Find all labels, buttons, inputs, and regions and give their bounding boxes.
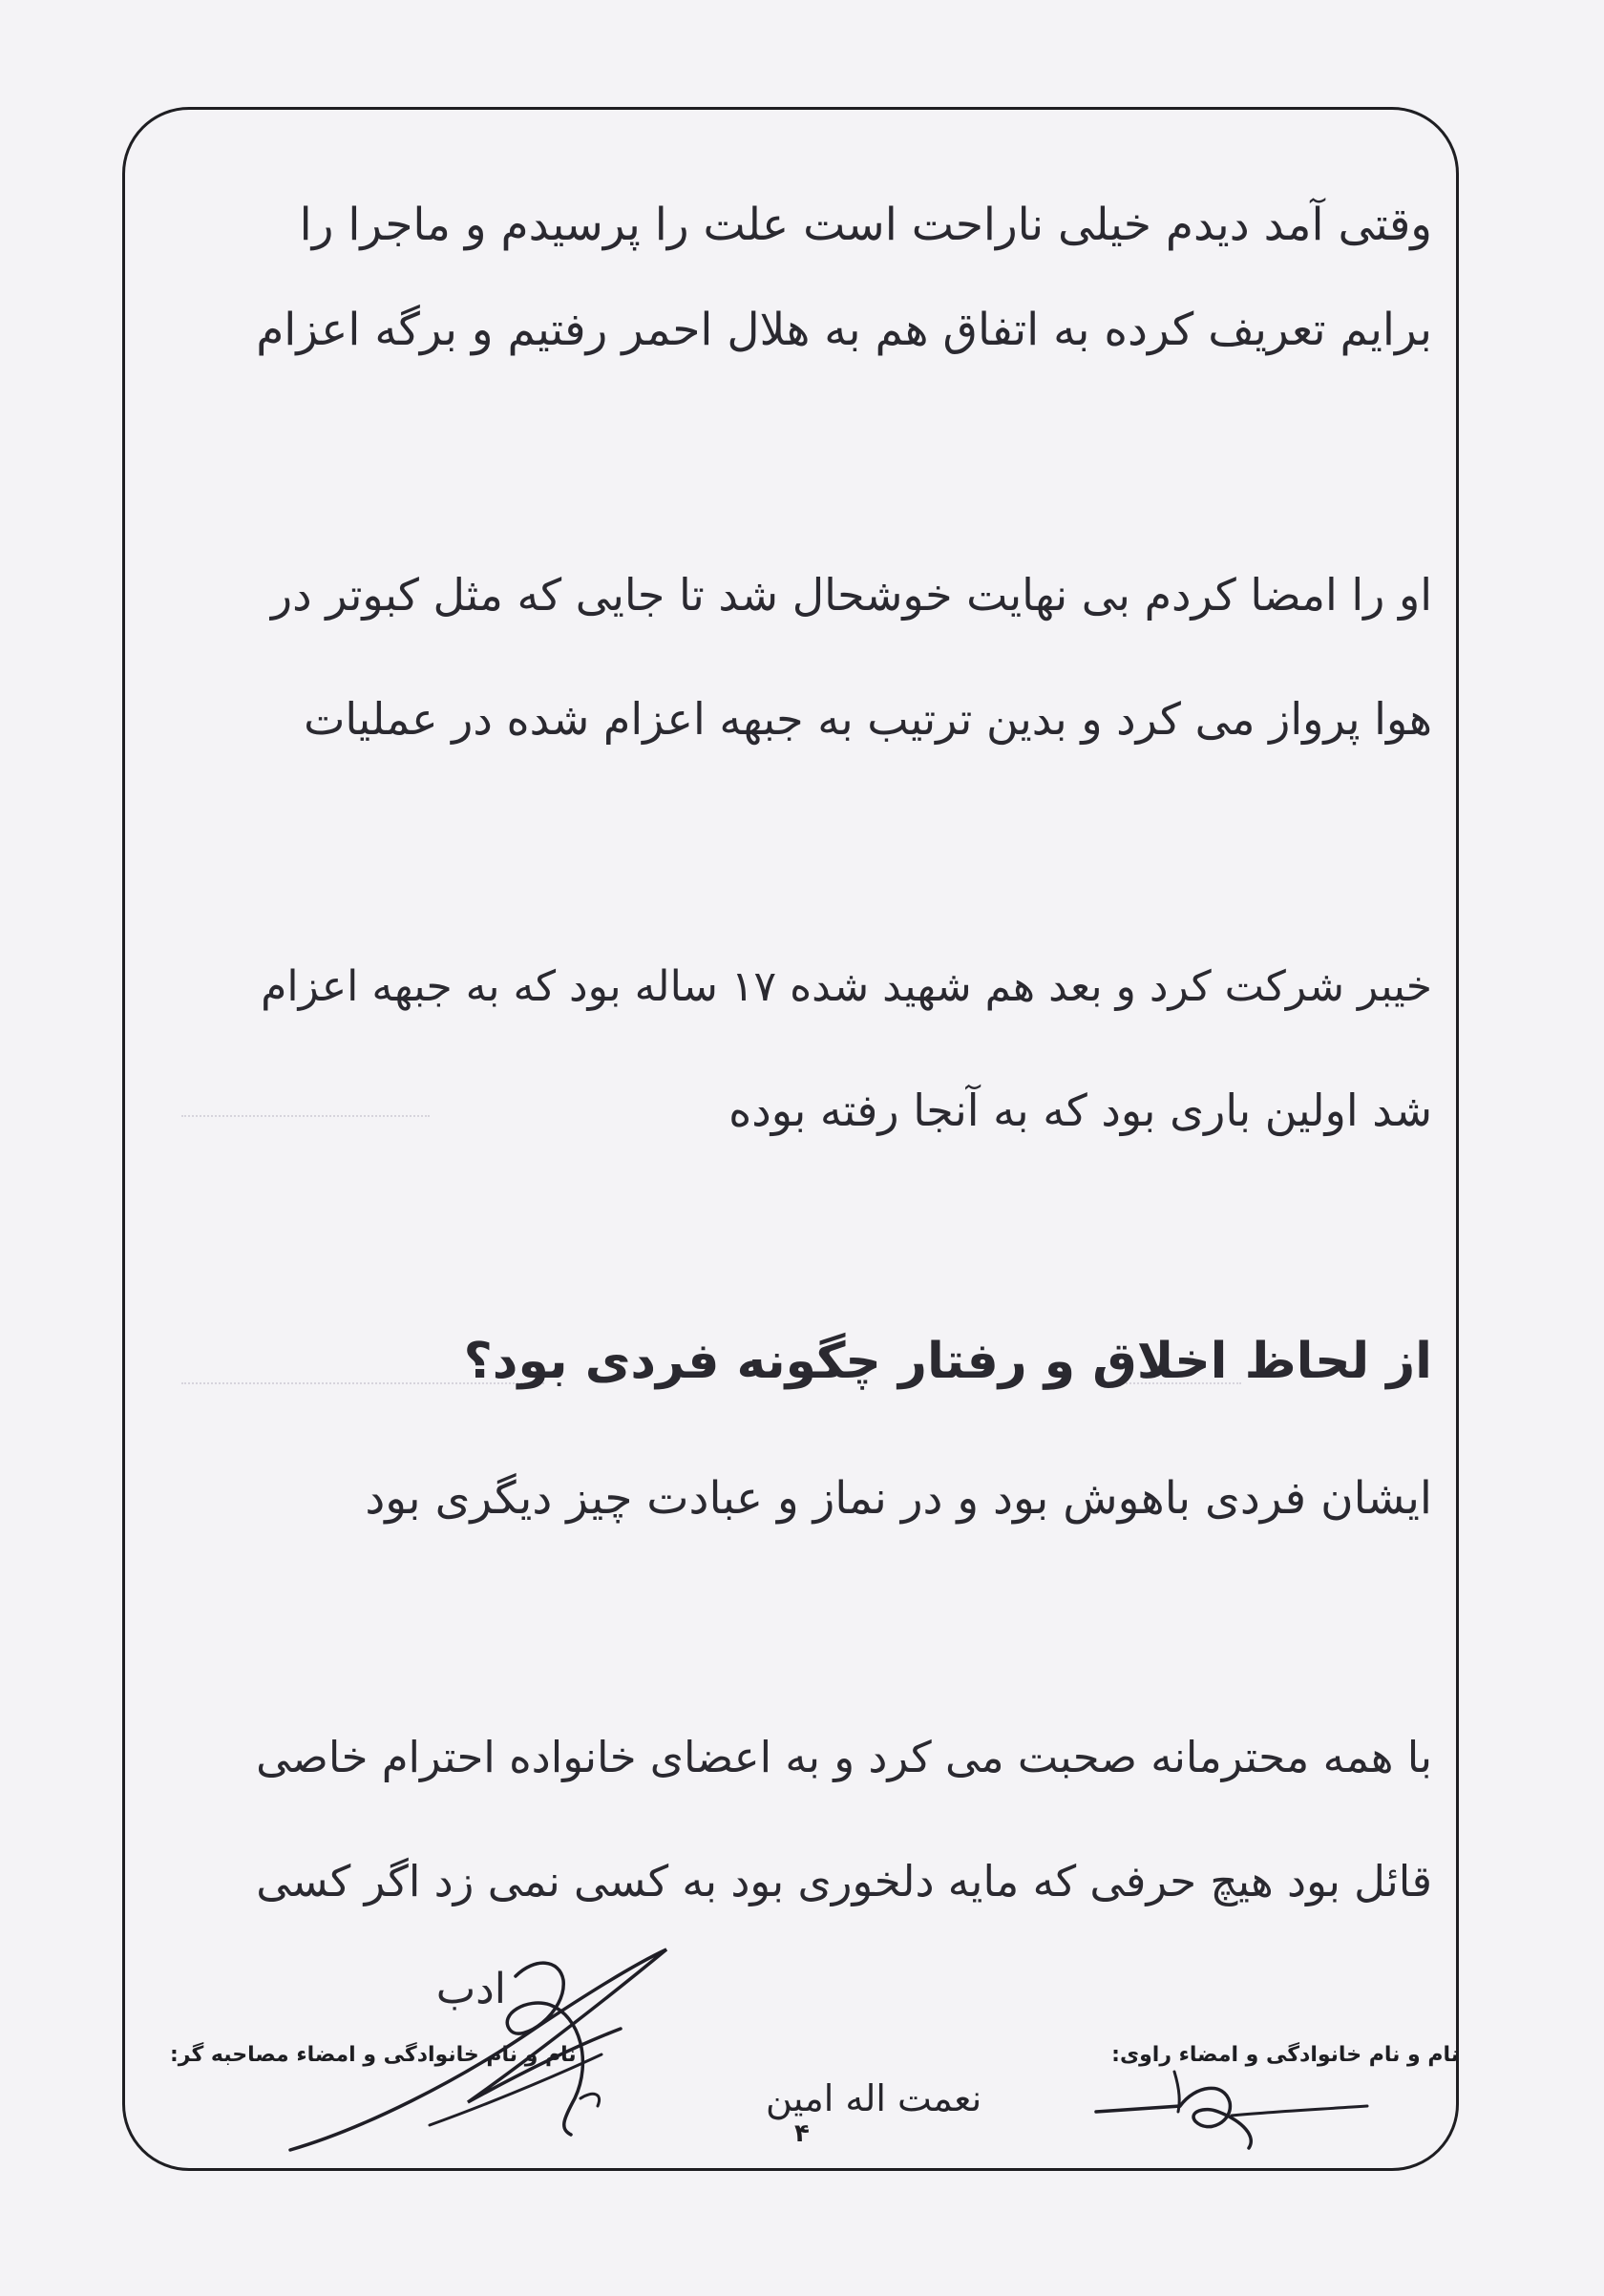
interviewer-signature (277, 1938, 735, 2158)
ruled-line (181, 1115, 430, 1117)
narrator-signature-label: نام و نام خانوادگی و امضاء راوی: (1111, 2043, 1459, 2067)
body-line-2: برایم تعریف کرده به اتفاق هم به هلال احمر رفتیم و برگه اعزام (256, 304, 1432, 356)
narrator-name: نعمت اله امین (766, 2077, 982, 2119)
answer-line-1: ایشان فردی باهوش بود و در نماز و عبادت چیز دیگری بود (365, 1472, 1432, 1525)
answer-line-3: قائل بود هیچ حرفی که مایه دلخوری بود به کسی نمی زد اگر کسی (256, 1856, 1432, 1906)
interviewer-signature-label: نام و نام خانوادگی و امضاء مصاحبه گر: (170, 2043, 577, 2067)
answer-line-4: ادب (435, 1965, 506, 2013)
question-heading: از لحاظ اخلاق و رفتار چگونه فردی بود؟ (463, 1333, 1432, 1390)
body-line-1: وقتی آمد دیدم خیلی ناراحت است علت را پرسیدم و ماجرا را (299, 199, 1432, 251)
page-number: ۴ (794, 2119, 810, 2148)
body-line-4: هوا پرواز می کرد و بدین ترتیب به جبهه اعزام شده در عملیات (304, 693, 1432, 745)
body-line-3: او را امضا کردم بی نهایت خوشحال شد تا جایی که مثل کبوتر در (270, 569, 1432, 621)
narrator-signature (1088, 2053, 1375, 2158)
answer-line-2: با همه محترمانه صحبت می کرد و به اعضای خانواده احترام خاصی (256, 1732, 1432, 1782)
body-line-5: خیبر شرکت کرد و بعد هم شهید شده ۱۷ ساله بود که به جبهه اعزام (261, 962, 1432, 1011)
body-line-6: شد اولین باری بود که به آنجا رفته بوده (728, 1085, 1432, 1136)
